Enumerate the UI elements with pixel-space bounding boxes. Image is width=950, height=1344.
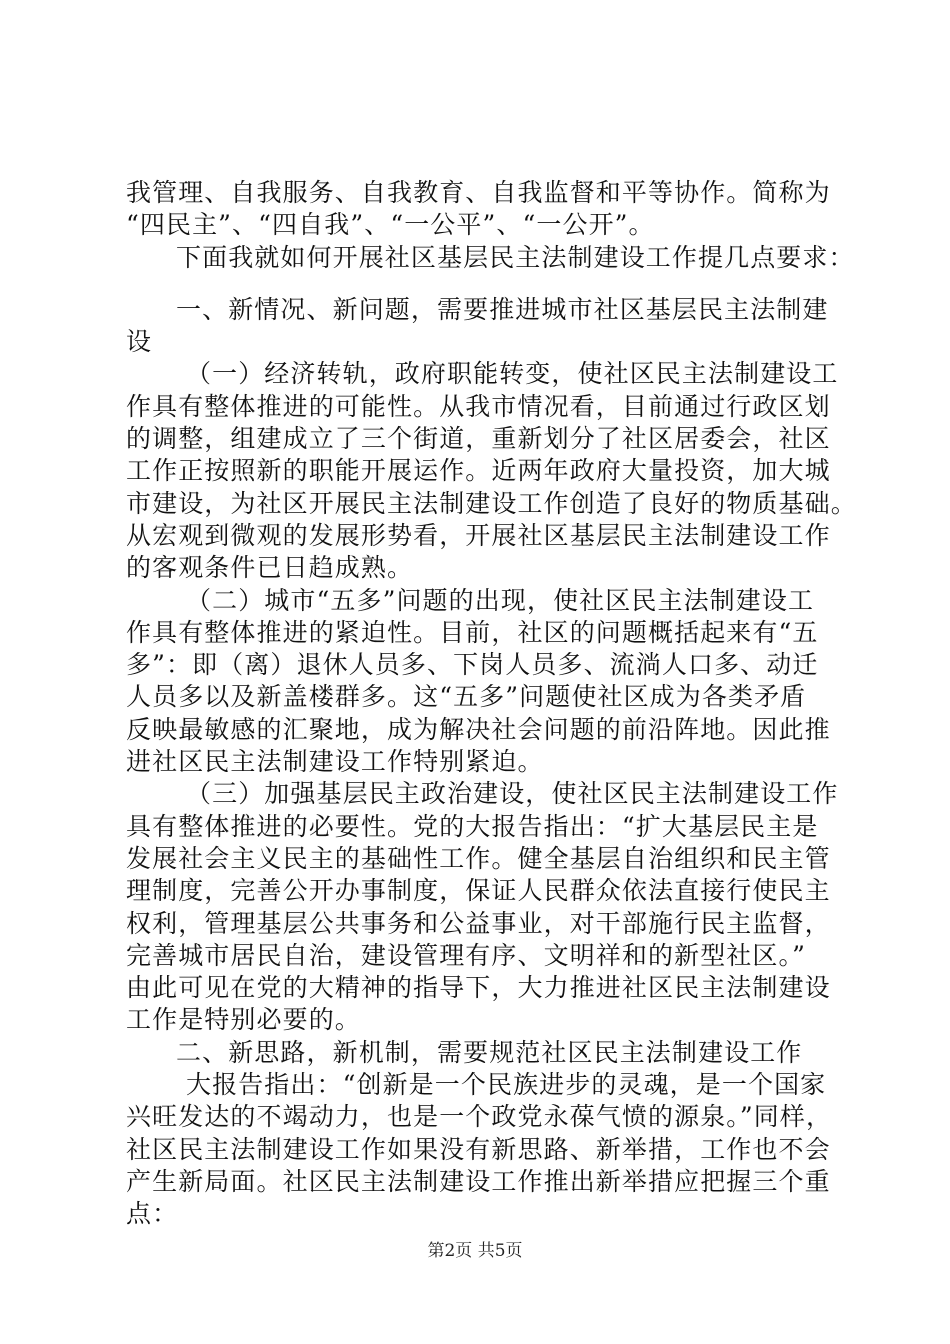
text-line: 大报告指出：“创新是一个民族进步的灵魂，是一个国家 — [186, 1070, 827, 1100]
text-line: 我管理、自我服务、自我教育、自我监督和平等协作。简称为 — [126, 178, 831, 207]
text-line: 从宏观到微观的发展形势看，开展社区基层民主法制建设工作 — [126, 520, 831, 550]
text-line: 下面我就如何开展社区基层民主法制建设工作提几点要求： — [176, 242, 855, 272]
text-line: 发展社会主义民主的基础性工作。健全基层自治组织和民主管 — [126, 843, 831, 873]
page-number: 第2页 共5页 — [427, 1241, 523, 1261]
section-heading: 二、新思路，新机制，需要规范社区民主法制建设工作 — [176, 1037, 803, 1067]
section-heading: 一、新情况、新问题，需要推进城市社区基层民主法制建 — [176, 294, 829, 324]
text-line: 作具有整体推进的紧迫性。目前，社区的问题概括起来有“五 — [126, 617, 819, 647]
text-line: 点： — [126, 1199, 179, 1229]
text-line: 的客观条件已日趋成熟。 — [126, 553, 414, 583]
text-line: 作具有整体推进的可能性。从我市情况看，目前通过行政区划 — [126, 391, 831, 421]
text-line: 的调整，组建成立了三个街道，重新划分了社区居委会，社区 — [126, 424, 831, 454]
document-body — [126, 177, 857, 1231]
text-line: （三）加强基层民主政治建设，使社区民主法制建设工作 — [186, 779, 839, 809]
text-line: 设 — [126, 327, 153, 357]
text-line: 反映最敏感的汇聚地，成为解决社会问题的前沿阵地。因此推 — [126, 714, 831, 744]
text-line: 产生新局面。社区民主法制建设工作推出新举措应把握三个重 — [126, 1166, 831, 1196]
text-line: 人员多以及新盖楼群多。这“五多”问题使社区成为各类矛盾 — [126, 682, 807, 712]
text-line: 社区民主法制建设工作如果没有新思路、新举措，工作也不会 — [126, 1134, 831, 1164]
paragraph-gap — [126, 274, 836, 294]
text-line: 多”：即（离）退休人员多、下岗人员多、流淌人口多、动迁 — [126, 650, 819, 680]
text-line: （一）经济转轨，政府职能转变，使社区民主法制建设工 — [186, 359, 839, 389]
text-line: 具有整体推进的必要性。党的大报告指出：“扩大基层民主是 — [126, 811, 819, 841]
text-line: 进社区民主法制建设工作特别紧迫。 — [126, 747, 544, 777]
text-line: 兴旺发达的不竭动力，也是一个政党永葆气愤的源泉。”同样， — [126, 1102, 833, 1132]
text-line: 工作正按照新的职能开展运作。近两年政府大量投资，加大城 — [126, 456, 831, 486]
text-line: 市建设，为社区开展民主法制建设工作创造了良好的物质基础。 — [126, 488, 857, 518]
text-line: （二）城市“五多”问题的出现，使社区民主法制建设工 — [186, 585, 815, 615]
text-line: 权利，管理基层公共事务和公益事业，对干部施行民主监督， — [126, 908, 831, 938]
text-line: 完善城市居民自治，建设管理有序、文明祥和的新型社区。” — [126, 940, 806, 970]
text-line: 理制度，完善公开办事制度，保证人民群众依法直接行使民主 — [126, 876, 831, 906]
text-line: “四民主”、“四自我”、“一公平”、“一公开”。 — [126, 210, 655, 240]
text-line: 由此可见在党的大精神的指导下，大力推进社区民主法制建设 — [126, 973, 831, 1003]
text-line: 工作是特别必要的。 — [126, 1005, 361, 1035]
